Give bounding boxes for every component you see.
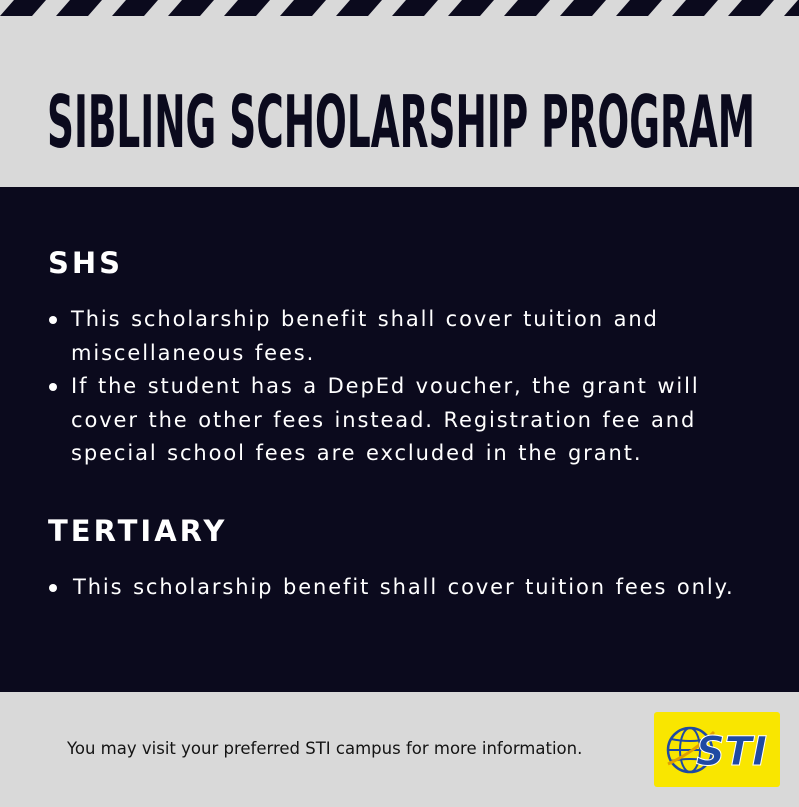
stripe-pattern: [0, 0, 799, 16]
title-graphic: [47, 76, 755, 152]
footer-note: You may visit your preferred STI campus for more information.: [67, 739, 583, 758]
bullet-dot: [49, 316, 57, 324]
list-item: [48, 303, 748, 370]
bullet-text: This scholarship benefit shall cover tuition and miscellaneous fees.: [71, 307, 659, 365]
sti-logo-graphic: [654, 712, 780, 787]
bullet-dot: [49, 383, 57, 391]
bullet-text: This scholarship benefit shall cover tuition fees only.: [73, 575, 735, 599]
bullet-text: If the student has a DepEd voucher, the grant will cover the other fees instead. Registration fee and special school fees are excluded in the grant.: [71, 374, 700, 465]
section-heading-shs: SHS: [48, 246, 124, 280]
section-heading-tertiary: TERTIARY: [48, 514, 228, 548]
title-wrapper: [47, 76, 755, 152]
hazard-stripe-band: [0, 0, 799, 16]
bullet-list-shs: [48, 303, 748, 471]
logo-text: STI: [696, 729, 767, 775]
page-title: SIBLING SCHOLARSHIP PROGRAM: [47, 80, 755, 152]
list-item: [48, 370, 748, 471]
bullet-dot: [49, 584, 57, 592]
header-band: [0, 16, 799, 187]
content-panel: [0, 187, 799, 692]
list-item: [48, 571, 748, 605]
bullet-list-tertiary: [48, 571, 748, 605]
sti-logo: [654, 712, 780, 787]
